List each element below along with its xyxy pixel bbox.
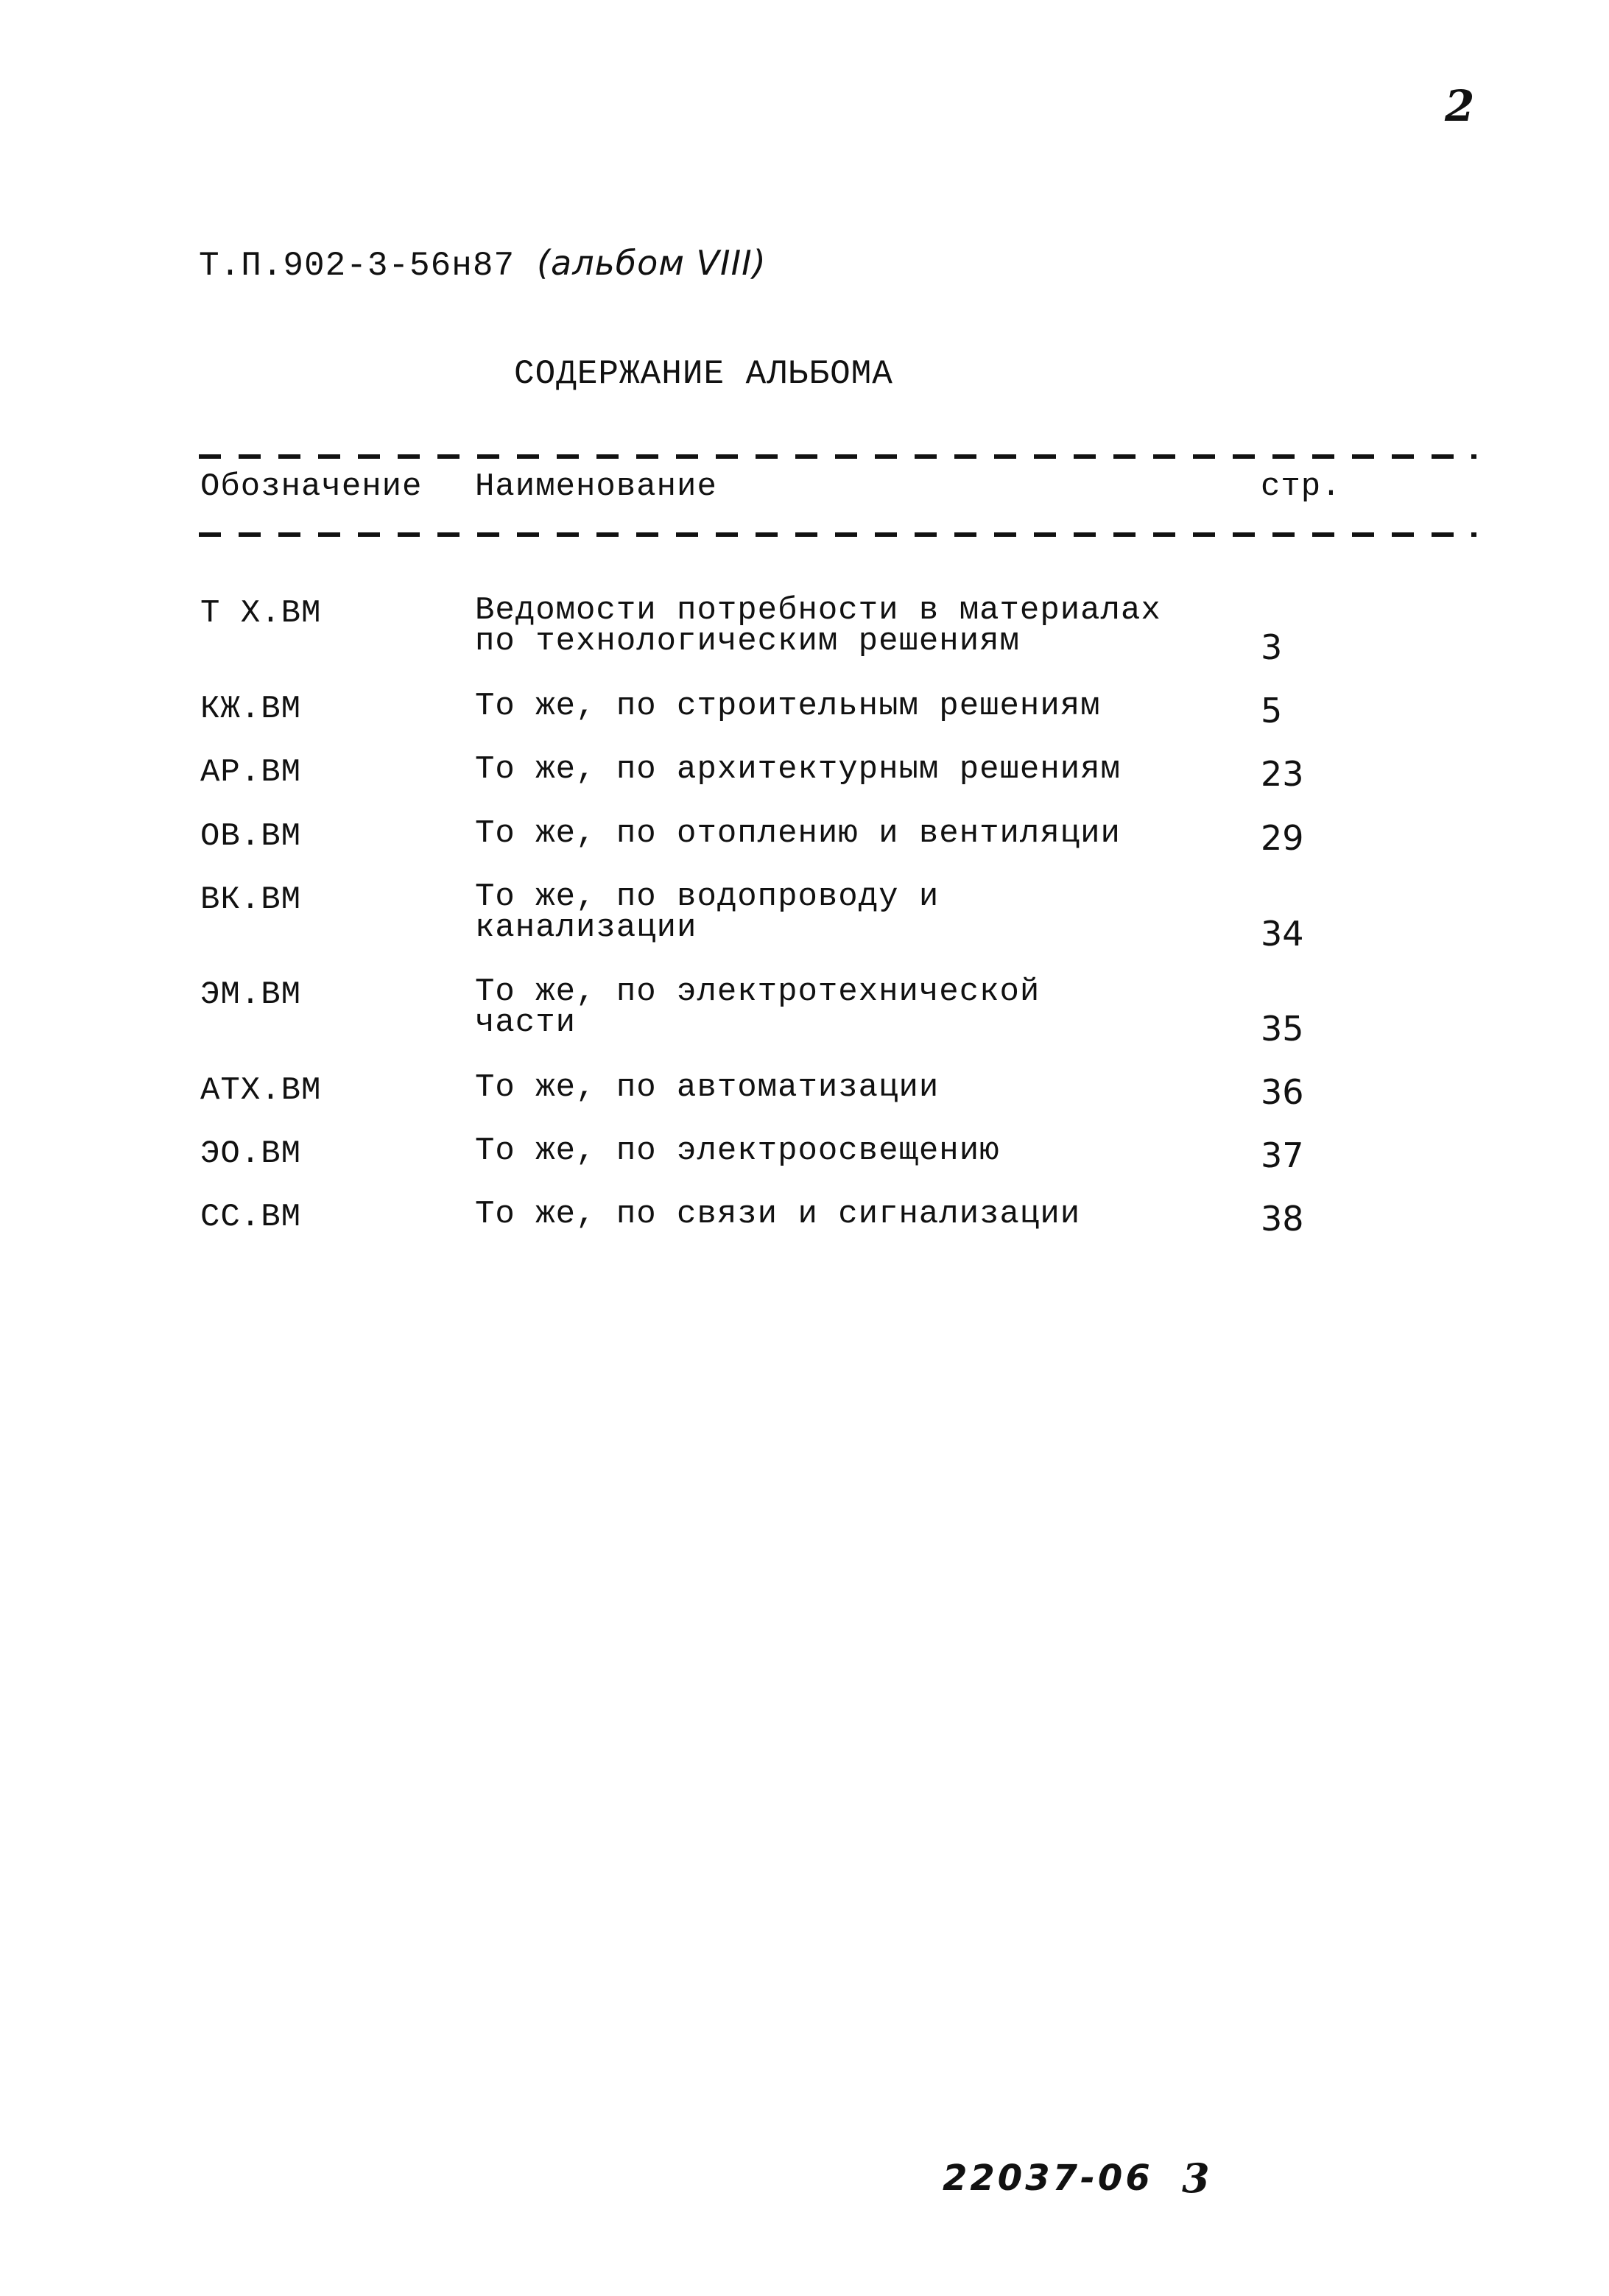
row-code: АР.ВМ: [200, 754, 302, 791]
row-name: То же, по водопроводу и канализации: [475, 878, 940, 946]
row-page: 38: [1261, 1199, 1304, 1239]
footer-page-number: 3: [1182, 2155, 1210, 2202]
footer-inventory-code: 22037-06: [943, 2158, 1153, 2199]
row-code: ЭО.ВМ: [200, 1135, 302, 1172]
row-name: То же, по электроосвещению: [475, 1133, 1000, 1169]
column-header-code: Обозначение: [200, 468, 423, 505]
row-name: То же, по автоматизации: [475, 1069, 940, 1106]
album-label: (альбом VIII): [537, 243, 767, 283]
table-header-divider: [199, 532, 1476, 537]
row-name: То же, по архитектурным решениям: [475, 751, 1121, 788]
page-title: СОДЕРЖАНИЕ АЛЬБОМА: [514, 355, 893, 393]
column-header-name: Наименование: [475, 468, 717, 505]
document-code: Т.П.902-3-56н87: [199, 247, 515, 285]
row-code: Т Х.ВМ: [200, 595, 322, 632]
row-page: 34: [1261, 914, 1304, 954]
row-page: 37: [1261, 1135, 1304, 1175]
table-top-divider: [199, 454, 1476, 459]
row-code: ОВ.ВМ: [200, 818, 302, 855]
sheet-number: 2: [1445, 81, 1475, 131]
row-page: 35: [1261, 1009, 1304, 1049]
row-code: СС.ВМ: [200, 1199, 302, 1236]
row-code: АТХ.ВМ: [200, 1072, 322, 1109]
row-page: 36: [1261, 1072, 1304, 1112]
row-page: 3: [1261, 627, 1283, 667]
column-header-page: стр.: [1261, 468, 1342, 505]
row-page: 23: [1261, 754, 1304, 794]
row-page: 5: [1261, 691, 1283, 730]
document-header: [199, 243, 767, 285]
row-name: То же, по отоплению и вентиляции: [475, 815, 1121, 852]
row-name: Ведомости потребности в материалах по технологическим решениям: [475, 592, 1161, 660]
row-code: КЖ.ВМ: [200, 691, 302, 728]
row-page: 29: [1261, 818, 1304, 858]
row-name: То же, по строительным решениям: [475, 688, 1101, 725]
row-code: ЭМ.ВМ: [200, 976, 302, 1013]
row-code: ВК.ВМ: [200, 881, 302, 918]
row-name: То же, по электротехнической части: [475, 973, 1041, 1041]
row-name: То же, по связи и сигнализации: [475, 1196, 1081, 1233]
